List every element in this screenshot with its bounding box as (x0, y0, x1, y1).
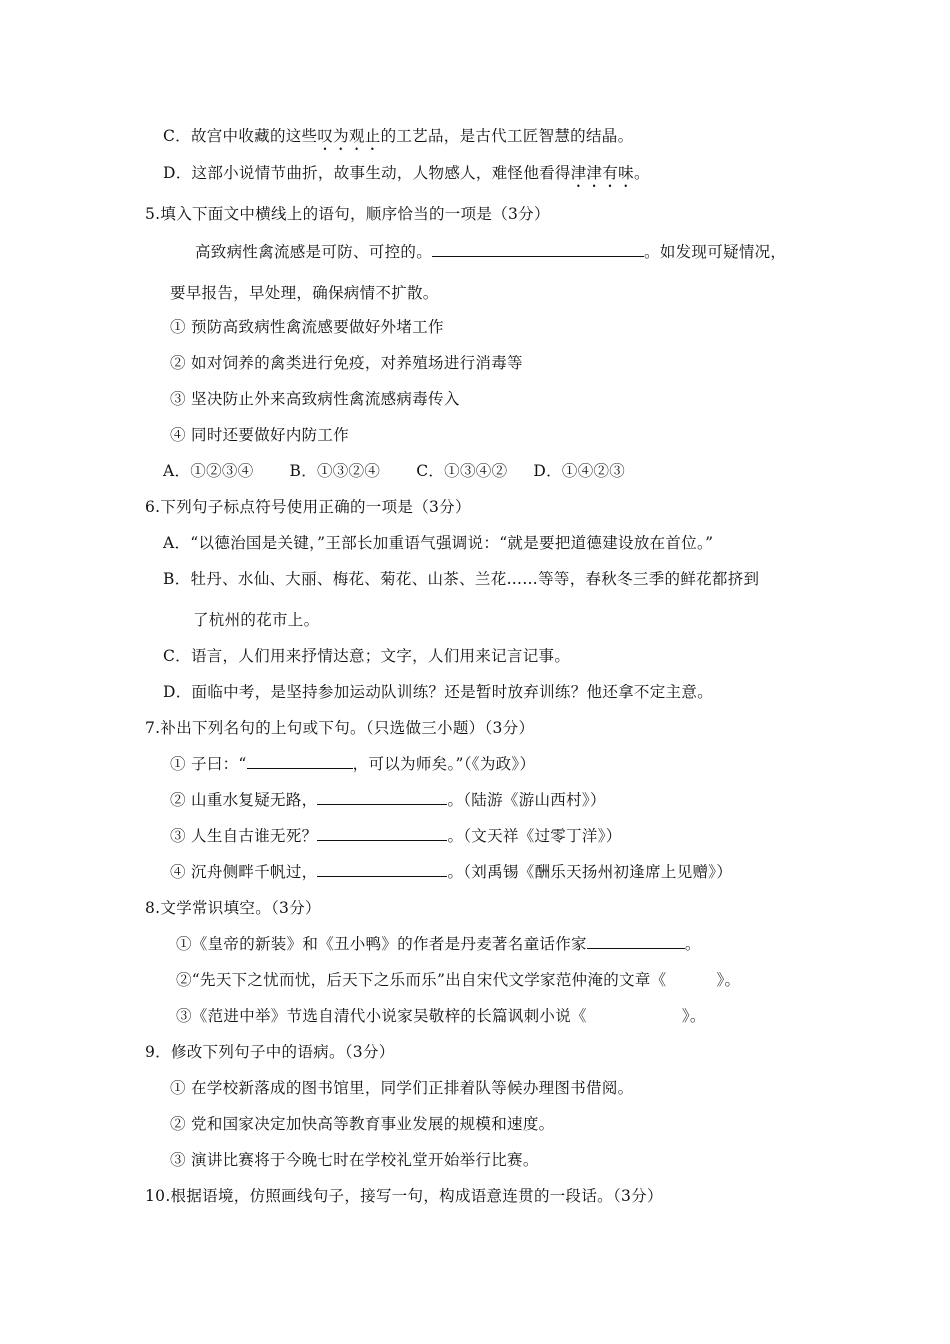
q5-passage-text-after: 。如发现可疑情况， (644, 243, 787, 261)
q8-item-3 (176, 1004, 706, 1028)
q7-item-1-blank[interactable] (247, 753, 353, 769)
q4-option-d-text-pre: D．这部小说情节曲折，故事生动，人物感人，难怪他看得 (163, 164, 571, 182)
q9-item-2: ② 党和国家决定加快高等教育事业发展的规模和速度。 (170, 1115, 555, 1133)
q4-option-d-emphasis: 津津有味 (570, 164, 634, 182)
q5-passage-text: 高致病性禽流感是可防、可控的。 (195, 243, 433, 261)
q6-option-d[interactable]: D．面临中考，是坚持参加运动队训练？还是暂时放弃训练？他还拿不定主意。 (163, 683, 713, 701)
q7-item-4-prefix: ④ 沉舟侧畔千帆过， (170, 863, 318, 881)
q6-option-a[interactable]: A．“以德治国是关键，”王部长加重语气强调说：“就是要把道德建设放在首位。” (163, 534, 714, 552)
q10-stem: 10.根据语境，仿照画线句子，接写一句，构成语意连贯的一段话。（3分） (145, 1187, 663, 1205)
q8-item-2 (176, 968, 740, 992)
q5-item-2: ② 如对饲养的禽类进行免疫，对养殖场进行消毒等 (170, 354, 523, 372)
q6-option-b[interactable]: B．牡丹、水仙、大丽、梅花、菊花、山茶、兰花……等等，春秋冬三季的鲜花都挤到 (163, 570, 760, 588)
q7-item-2-blank[interactable] (317, 789, 447, 805)
q5-option-d[interactable]: D．①④②③ (533, 462, 626, 480)
q4-option-c-text-post: 的工艺品，是古代工匠智慧的结晶。 (380, 127, 634, 145)
q7-item-1 (170, 752, 535, 776)
q7-item-3-prefix: ③ 人生自古谁无死？ (170, 827, 318, 845)
q7-item-2 (170, 788, 606, 812)
q4-option-c (163, 124, 633, 154)
q4-option-c-text-pre: C．故宫中收藏的这些 (163, 127, 318, 145)
q8-item-2-suffix: 》。 (716, 971, 741, 989)
q6-option-c[interactable]: C．语言，人们用来抒情达意；文字，人们用来记言记事。 (163, 647, 571, 665)
q5-item-4: ④ 同时还要做好内防工作 (170, 426, 350, 444)
q4-option-c-emphasis: 叹为观止 (317, 127, 381, 145)
q5-option-a[interactable]: A．①②③④ (163, 462, 254, 480)
q5-passage-line2: 要早报告，早处理，确保病情不扩散。 (170, 284, 439, 302)
q7-item-4-blank[interactable] (317, 861, 447, 877)
q8-item-2-prefix: ②“先天下之忧而忧，后天下之乐而乐”出自宋代文学家范仲淹的文章《 (176, 971, 667, 989)
q5-passage-line1 (195, 240, 786, 264)
q9-stem: 9．修改下列句子中的语病。（3分） (145, 1043, 395, 1061)
q7-item-3-blank[interactable] (317, 825, 447, 841)
q8-stem: 8.文学常识填空。（3分） (145, 899, 321, 917)
q7-item-4-suffix: 。（刘禹锡《酬乐天扬州初逢席上见赠》） (447, 863, 733, 881)
q5-answer-blank[interactable] (432, 241, 644, 257)
q8-item-3-suffix: 》。 (681, 1007, 706, 1025)
q9-item-3: ③ 演讲比赛将于今晚七时在学校礼堂开始举行比赛。 (170, 1151, 539, 1169)
q7-item-3-suffix: 。（文天祥《过零丁洋》） (447, 827, 622, 845)
q8-item-1-prefix: ①《皇帝的新装》和《丑小鸭》的作者是丹麦著名童话作家 (176, 935, 587, 953)
q8-item-1 (176, 932, 701, 956)
q5-item-3: ③ 坚决防止外来高致病性禽流感病毒传入 (170, 390, 460, 408)
q4-option-d (163, 161, 650, 191)
q7-item-4 (170, 860, 732, 884)
q6-option-b-continued: 了杭州的花市上。 (193, 611, 320, 629)
q4-option-d-text-post: 。 (633, 164, 650, 182)
q8-item-3-prefix: ③《范进中举》节选自清代小说家吴敬梓的长篇讽刺小说《 (176, 1007, 587, 1025)
q8-item-1-suffix: 。 (684, 935, 701, 953)
q6-stem: 6.下列句子标点符号使用正确的一项是（3分） (145, 498, 471, 516)
q5-item-1: ① 预防高致病性禽流感要做好外堵工作 (170, 318, 444, 336)
q5-options (163, 459, 625, 483)
q5-option-c[interactable]: C．①③④② (416, 462, 508, 480)
q7-stem: 7.补出下列名句的上句或下句。（只选做三小题）（3分） (145, 719, 535, 737)
q7-item-1-prefix: ① 子曰：“ (170, 755, 247, 773)
q8-item-1-blank[interactable] (587, 933, 685, 949)
q7-item-2-prefix: ② 山重水复疑无路， (170, 791, 318, 809)
q5-stem: 5.填入下面文中横线上的语句，顺序恰当的一项是（3分） (145, 205, 550, 223)
q7-item-2-suffix: 。（陆游《游山西村》） (447, 791, 606, 809)
q9-item-1: ① 在学校新落成的图书馆里，同学们正排着队等候办理图书借阅。 (170, 1079, 634, 1097)
q7-item-1-suffix: ，可以为师矣。”（《为政》） (352, 755, 536, 773)
q7-item-3 (170, 824, 622, 848)
q5-option-b[interactable]: B．①③②④ (289, 462, 381, 480)
